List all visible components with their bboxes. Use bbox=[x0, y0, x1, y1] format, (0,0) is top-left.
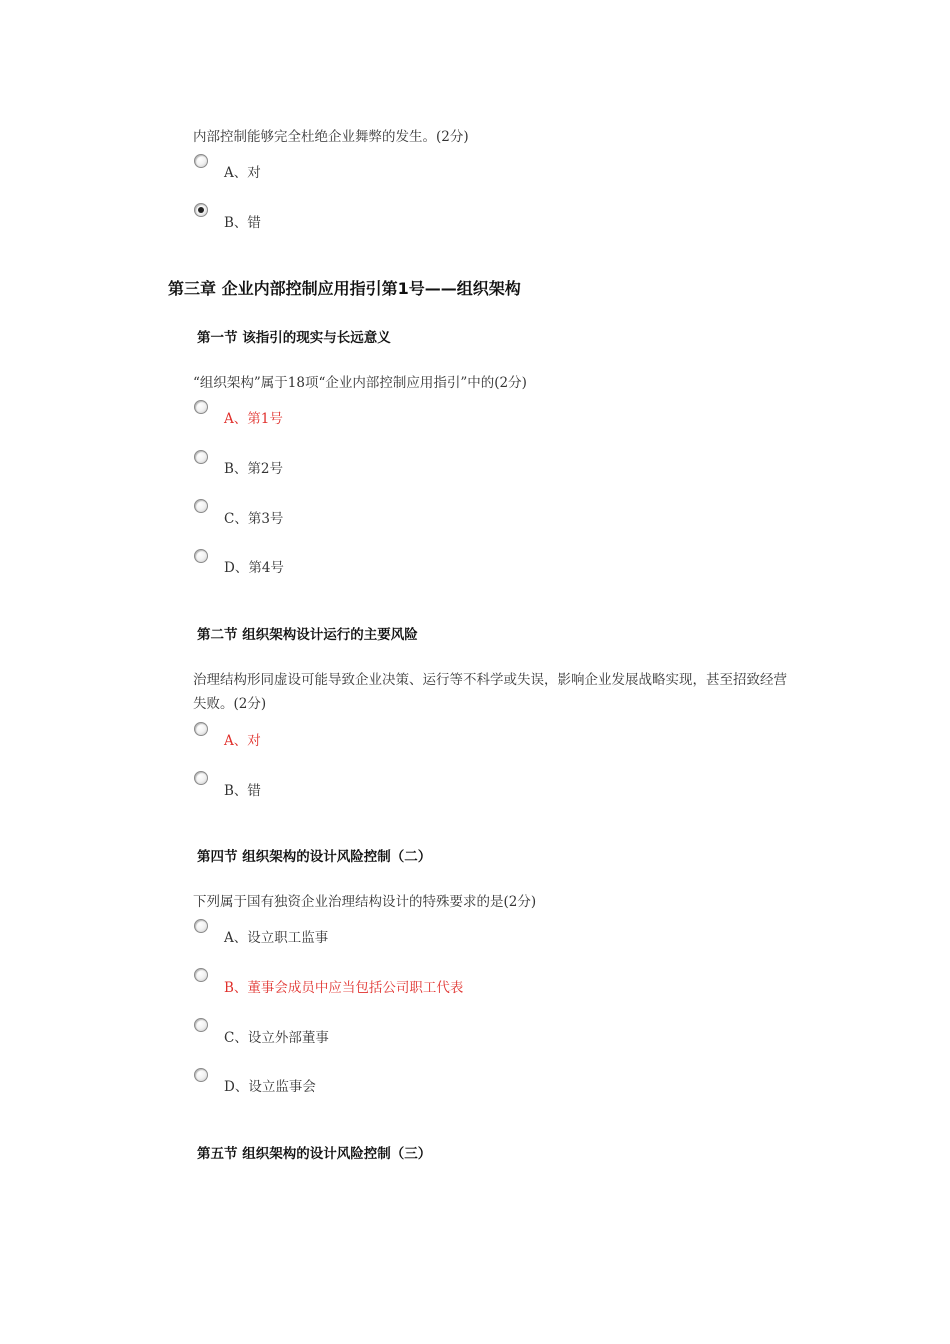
chapter-title: 第三章 企业内部控制应用指引第1号——组织架构 bbox=[168, 279, 521, 298]
radio-option-a[interactable] bbox=[194, 400, 208, 414]
question-text: “组织架构”属于18项“企业内部控制应用指引”中的(2分) bbox=[193, 375, 527, 391]
section-title: 第四节 组织架构的设计风险控制（二） bbox=[197, 849, 432, 865]
radio-option-d[interactable] bbox=[194, 1068, 208, 1082]
radio-option-d[interactable] bbox=[194, 549, 208, 563]
radio-option-b[interactable] bbox=[194, 771, 208, 785]
option-label-c: C、设立外部董事 bbox=[224, 1030, 329, 1046]
option-label-b: B、第2号 bbox=[224, 461, 284, 477]
section-title: 第五节 组织架构的设计风险控制（三） bbox=[197, 1146, 432, 1162]
option-label-d: D、设立监事会 bbox=[224, 1079, 316, 1095]
option-label-b: B、错 bbox=[224, 215, 261, 231]
option-label-a: A、对 bbox=[224, 165, 261, 181]
option-label-b: B、董事会成员中应当包括公司职工代表 bbox=[224, 980, 464, 996]
radio-option-b[interactable] bbox=[194, 450, 208, 464]
question-text: 下列属于国有独资企业治理结构设计的特殊要求的是(2分) bbox=[193, 894, 537, 910]
section-title: 第二节 组织架构设计运行的主要风险 bbox=[197, 627, 418, 643]
radio-option-c[interactable] bbox=[194, 1018, 208, 1032]
section-title: 第一节 该指引的现实与长远意义 bbox=[197, 330, 391, 346]
radio-option-b[interactable] bbox=[194, 203, 208, 217]
radio-option-c[interactable] bbox=[194, 499, 208, 513]
option-label-c: C、第3号 bbox=[224, 511, 284, 527]
option-label-a: A、设立职工监事 bbox=[224, 930, 329, 946]
radio-option-a[interactable] bbox=[194, 919, 208, 933]
radio-option-a[interactable] bbox=[194, 722, 208, 736]
option-label-a: A、第1号 bbox=[224, 411, 283, 427]
radio-option-b[interactable] bbox=[194, 968, 208, 982]
question-text: 内部控制能够完全杜绝企业舞弊的发生。(2分) bbox=[193, 129, 469, 145]
option-label-b: B、错 bbox=[224, 783, 261, 799]
question-text: 治理结构形同虚设可能导致企业决策、运行等不科学或失误，影响企业发展战略实现，甚至招致经营失败。(2分) bbox=[193, 672, 787, 712]
option-label-a: A、对 bbox=[224, 733, 261, 749]
option-label-d: D、第4号 bbox=[224, 560, 284, 576]
radio-option-a[interactable] bbox=[194, 154, 208, 168]
